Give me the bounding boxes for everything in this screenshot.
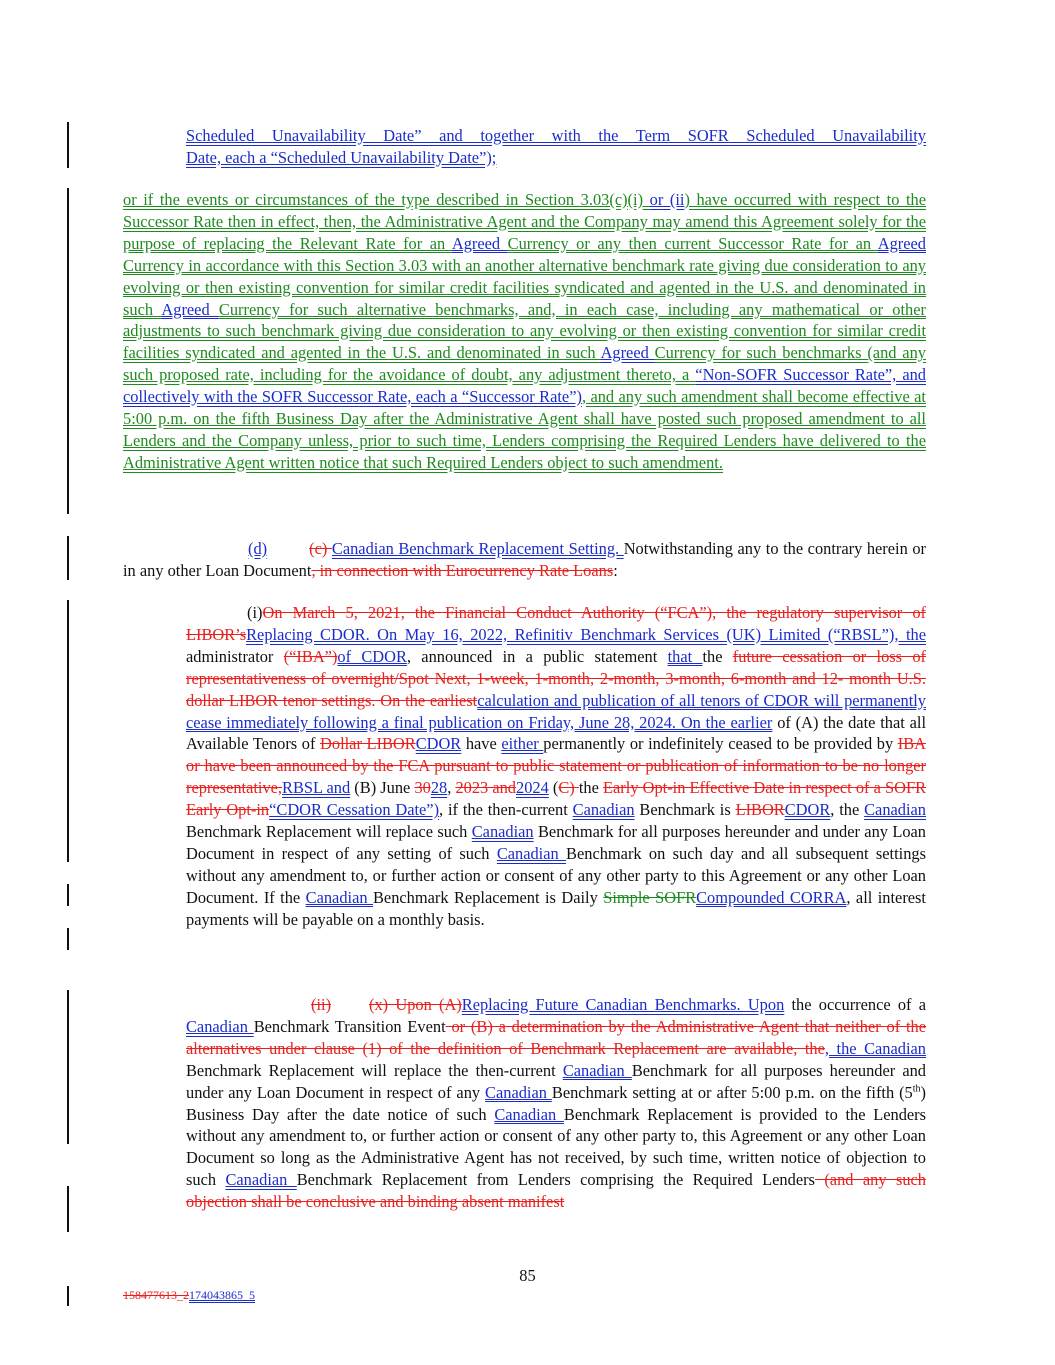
change-bar	[67, 928, 69, 950]
intro-line-2: Date, each a “Scheduled Unavailability Date”);	[186, 147, 497, 167]
section-d-paragraph: (d) (c) Canadian Benchmark Replacement Setting. Notwithstanding any to the contrary herein or in any other Loan Document, in connection with Eurocurrency Rate Loans:	[123, 539, 927, 580]
item-ii-paragraph: (ii) (x) Upon (A)Replacing Future Canadian Benchmarks. Upon the occurrence of a Canadian Benchmark Transition Event or (B) a determination by the Administrative Agent that neither of the alternatives under clause (1) of the definition of Benchmark Replacement are available, the, the Canadian Benchmark Replacement will replace the then-current Canadian Benchmark for all purposes hereunder and under any Loan Document in respect of any Canadian Benchmark setting at or after 5:00 p.m. on the fifth (5th) Business Day after the date notice of such Canadian Benchmark Replacement is provided to the Lenders without any amendment to, or further action or consent of any other party to, this Agreement or any other Loan Document so long as the Administrative Agent has not received, by such time, written notice of objection to such Canadian Benchmark Replacement from Lenders comprising the Required Lenders (and any such objection shall be conclusive and binding absent manifest	[186, 995, 927, 1212]
change-bar	[67, 536, 69, 580]
intro-paragraph	[186, 125, 926, 169]
item-i-paragraph: (i)On March 5, 2021, the Financial Conduct Authority (“FCA”), the regulatory supervisor of LIBOR’sReplacing CDOR. On May 16, 2022, Refinitiv Benchmark Services (UK) Limited (“RBSL”), the administrator (“IBA”)of CDOR, announced in a public statement that the future cessation or loss of representativeness of overnight/Spot Next, 1-week, 1-month, 2-month, 3-month, 6-month and 12- month U.S. dollar LIBOR tenor settings. On the earliestcalculation and publication of all tenors of CDOR will permanently cease immediately following a final publication on Friday, June 28, 2024. On the earlier of (A) the date that all Available Tenors of Dollar LIBORCDOR have either permanently or indefinitely ceased to be provided by IBA or have been announced by the FCA pursuant to public statement or publication of information to be no longer representative,RBSL and (B) June 3028, 2023 and2024 (C) the Early Opt-in Effective Date in respect of a SOFR Early Opt-in“CDOR Cessation Date”), if the then-current Canadian Benchmark is LIBORCDOR, the Canadian Benchmark Replacement will replace such Canadian Benchmark for all purposes hereunder and under any Loan Document in respect of any setting of such Canadian Benchmark on such day and all subsequent settings without any amendment to, or further action or consent of any other party to this Agreement or any other Loan Document. If the Canadian Benchmark Replacement is Daily Simple SOFRCompounded CORRA, all interest payments will be payable on a monthly basis.	[186, 603, 927, 929]
page-number: 85	[519, 1266, 536, 1285]
item-i-number: (i)	[247, 603, 263, 622]
change-bar	[67, 122, 69, 168]
item-ii-number: (ii)	[311, 995, 332, 1014]
footer-doc-id	[123, 1288, 255, 1303]
change-bar	[67, 1286, 69, 1306]
intro-line-1: Scheduled Unavailability Date” and together with the Term SOFR Scheduled Unavailability	[186, 126, 926, 145]
change-bar	[67, 884, 69, 906]
footer-old-id: 158477613_2	[123, 1288, 189, 1302]
change-bar	[67, 188, 69, 514]
successor-rate-paragraph: or if the events or circumstances of the type described in Section 3.03(c)(i) or (ii) have occurred with respect to the Successor Rate then in effect, then, the Administrative Agent and the Company may amend this Agreement solely for the purpose of replacing the Relevant Rate for an Agreed Currency or any then current Successor Rate for an Agreed Currency in accordance with this Section 3.03 with an another alternative benchmark rate giving due consideration to any evolving or then existing convention for similar credit facilities syndicated and agented in the U.S. and denominated in such Agreed Currency for such alternative benchmarks, and, in each case, including any mathematical or other adjustments to such benchmark giving due consideration to any evolving or then existing convention for similar credit facilities syndicated and agented in the U.S. and denominated in such Agreed Currency for such benchmarks (and any such proposed rate, including for the avoidance of doubt, any adjustment thereto, a “Non-SOFR Successor Rate”, and collectively with the SOFR Successor Rate, each a “Successor Rate”), and any such amendment shall become effective at 5:00 p.m. on the fifth Business Day after the Administrative Agent shall have posted such proposed amendment to all Lenders and the Company unless, prior to such time, Lenders comprising the Required Lenders have delivered to the Administrative Agent written notice that such Required Lenders object to such amendment.	[123, 190, 926, 472]
change-bar	[67, 600, 69, 862]
change-bar	[67, 990, 69, 1144]
section-d-number: (d)	[248, 539, 268, 558]
section-d-heading: Canadian Benchmark Replacement Setting.	[331, 539, 624, 558]
footer-new-id: 174043865_5	[189, 1288, 255, 1302]
change-bar	[67, 1186, 69, 1232]
